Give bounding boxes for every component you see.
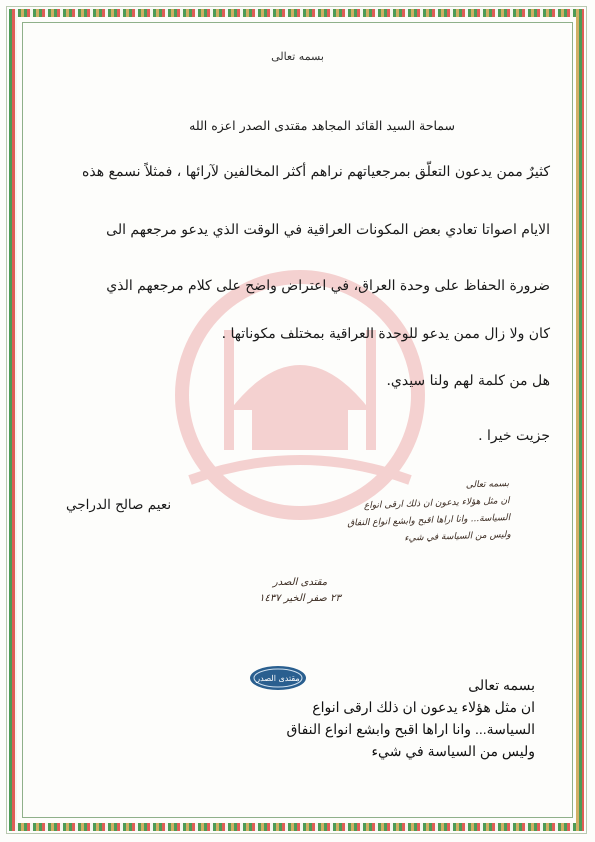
greeting: بسمه تعالى: [271, 50, 324, 63]
handwritten-reply: [279, 476, 511, 552]
typed-line: بسمه تعالى: [468, 677, 535, 693]
thanks-line: جزيت خيرا .: [478, 428, 550, 444]
typed-line: السياسة... وانا اراها اقبح وابشع انواع النفاق: [286, 721, 535, 737]
signature-date: ٢٣ صفر الخير ١٤٣٧: [259, 593, 341, 604]
question-line: هل من كلمة لهم ولنا سيدي.: [386, 373, 550, 389]
paragraph-line: كان ولا زال ممن يدعو للوحدة العراقية بمختلف مكوناتها .: [221, 326, 550, 342]
paragraph-line: الايام اصواتا تعادي بعض المكونات العراقية في الوقت الذي يدعو مرجعهم الى: [106, 222, 550, 238]
typed-line: وليس من السياسة في شيء: [371, 743, 535, 759]
typed-line: ان مثل هؤلاء يدعون ان ذلك ارقى انواع: [312, 699, 535, 715]
paragraph-line: ضرورة الحفاظ على وحدة العراق، في اعتراض واضح على كلام مرجعهم الذي: [106, 278, 550, 294]
svg-text:مقتدى الصدر: مقتدى الصدر: [256, 674, 300, 683]
handwritten-signature: [230, 575, 370, 607]
paragraph-line: كثيرٌ ممن يدعون التعلّق بمرجعياتهم نراهم أكثر المخالفين لآرائها ، فمثلاً نسمع هذه: [82, 164, 550, 180]
addressee: سماحة السيد القائد المجاهد مقتدى الصدر اعزه الله: [189, 118, 455, 133]
handwritten-line: وليس من السياسة في شيء: [404, 529, 511, 544]
handwritten-line: السياسة... وانا اراها اقبح وابشع انواع النفاق: [347, 512, 511, 529]
signer-name: نعيم صالح الدراجي: [66, 497, 172, 513]
handwritten-line: ان مثل هؤلاء يدعون ان ذلك ارقى انواع: [363, 495, 510, 512]
handwritten-line: بسمه تعالى: [465, 479, 510, 491]
signature-name: مقتدى الصدر: [272, 577, 328, 588]
typed-reply: [255, 674, 535, 762]
